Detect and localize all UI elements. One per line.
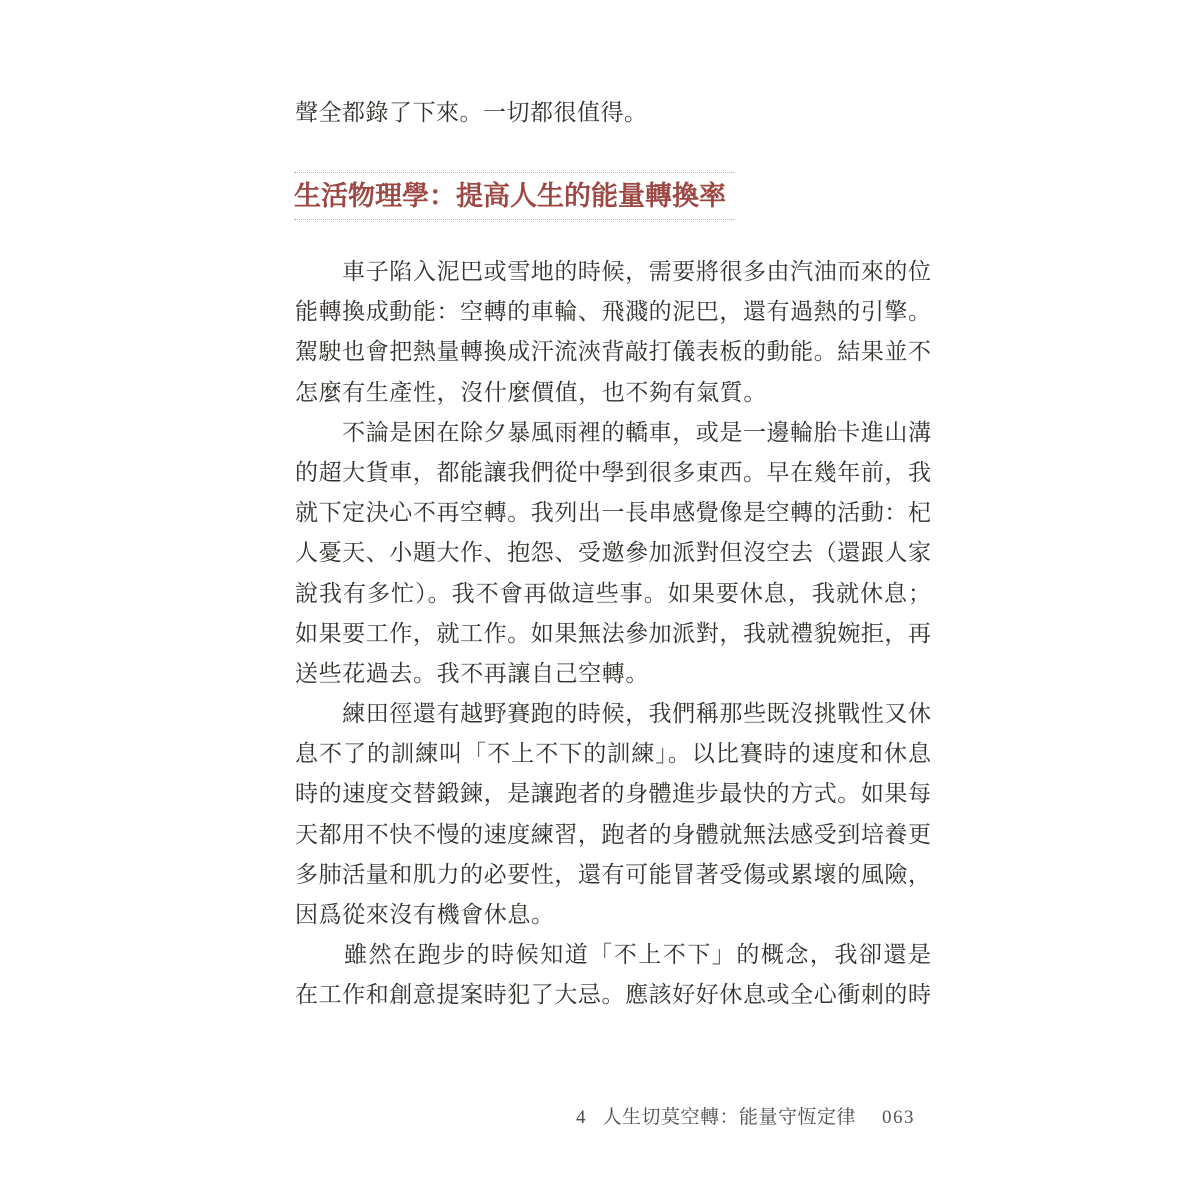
body-text-line: 人憂天、小題大作、抱怨、受邀參加派對但沒空去（還跟人家 [295, 540, 931, 566]
body-text-line: 就下定決心不再空轉。我列出一長串感覺像是空轉的活動：杞 [295, 500, 931, 526]
body-text-line: 能轉換成動能：空轉的車輪、飛濺的泥巴，還有過熱的引擎。 [295, 299, 931, 325]
body-text-line: 因爲從來沒有機會休息。 [295, 902, 555, 927]
body-text-line: 送些花過去。我不再讓自己空轉。 [295, 660, 649, 686]
intro-paragraph-line: 聲全都錄了下來。一切都很值得。 [295, 100, 648, 125]
body-text-line: 說我有多忙）。我不會再做這些事。如果要休息，我就休息； [295, 580, 931, 606]
body-text-line: 的超大貨車，都能讓我們從中學到很多東西。早在幾年前，我 [295, 459, 931, 485]
body-text-line: 駕駛也會把熱量轉換成汗流浹背敲打儀表板的動能。結果並不 [295, 339, 931, 365]
body-text-line: 天都用不快不慢的速度練習，跑者的身體就無法感受到培養更 [295, 821, 931, 847]
body-text-line: 不論是困在除夕暴風雨裡的轎車，或是一邊輪胎卡進山溝 [295, 419, 931, 445]
body-text-line: 如果要工作，就工作。如果無法參加派對，我就禮貌婉拒，再 [295, 620, 931, 646]
body-text-line: 多肺活量和肌力的必要性，還有可能冒著受傷或累壞的風險， [295, 861, 931, 887]
body-text-line: 息不了的訓練叫「不上不下的訓練」。以比賽時的速度和休息 [295, 741, 931, 767]
page-number: 063 [882, 1107, 915, 1128]
body-text-line: 在工作和創意提案時犯了大忌。應該好好休息或全心衝刺的時 [295, 982, 931, 1008]
body-text-line: 雖然在跑步的時候知道「不上不下」的概念，我卻還是 [295, 942, 931, 968]
body-text-line: 怎麼有生產性，沒什麼價值，也不夠有氣質。 [295, 379, 767, 405]
body-text-line: 車子陷入泥巴或雪地的時候，需要將很多由汽油而來的位 [295, 259, 931, 284]
page-footer [295, 1108, 915, 1128]
body-text-line: 時的速度交替鍛鍊，是讓跑者的身體進步最快的方式。如果每 [295, 781, 931, 807]
section-heading: 生活物理學：提高人生的能量轉換率 [294, 172, 734, 220]
chapter-title: 人生切莫空轉：能量守恆定律 [602, 1107, 856, 1128]
chapter-number: 4 [575, 1107, 587, 1128]
body-text [295, 252, 931, 1016]
body-text-line: 練田徑還有越野賽跑的時候，我們稱那些既沒挑戰性又休 [295, 701, 931, 727]
